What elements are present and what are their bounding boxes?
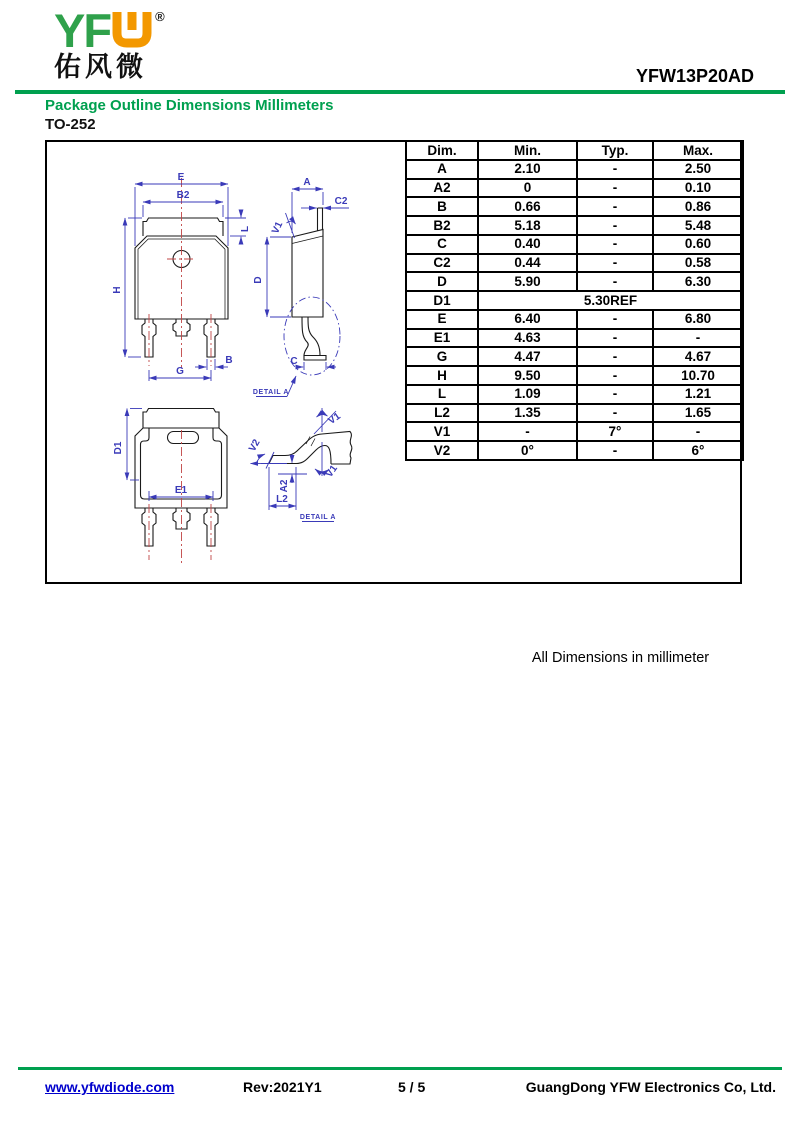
table-row: L2 1.35 - 1.65 (406, 404, 743, 423)
table-row: D 5.90 - 6.30 (406, 272, 743, 291)
dim-label-L2: L2 (276, 494, 288, 505)
table-row: C2 0.44 - 0.58 (406, 254, 743, 273)
dim-label-D1: D1 (113, 441, 124, 455)
col-header-typ: Typ. (577, 141, 653, 160)
bottom-view (113, 409, 227, 565)
detail-a-leader-label: DETAIL A (252, 389, 290, 396)
dim-label-E: E (177, 172, 185, 183)
side-view (253, 177, 349, 397)
registered-trademark-icon: ® (155, 9, 165, 24)
dim-label-C: C (290, 356, 298, 367)
dim-label-A: A (303, 177, 311, 188)
table-row: E1 4.63 - - (406, 329, 743, 348)
table-row-d1-ref: D1 5.30REF (406, 291, 743, 310)
dim-label-G: G (176, 366, 184, 377)
table-row: C 0.40 - 0.60 (406, 235, 743, 254)
dim-label-E1: E1 (174, 485, 188, 496)
dim-label-A2: A2 (279, 479, 290, 493)
page-number: 5 / 5 (398, 1079, 426, 1095)
dim-label-B: B (225, 355, 233, 366)
brand-chinese-name: 佑风微 (54, 52, 147, 83)
brand-logo (54, 4, 165, 83)
table-row: L 1.09 - 1.21 (406, 385, 743, 404)
table-header-row (406, 141, 743, 160)
table-row: E 6.40 - 6.80 (406, 310, 743, 329)
col-header-max: Max. (653, 141, 743, 160)
tab-slot (168, 432, 199, 444)
table-row: G 4.47 - 4.67 (406, 347, 743, 366)
dimensions-note: All Dimensions in millimeter (531, 650, 710, 666)
detail-a-caption: DETAIL A (299, 514, 337, 521)
dimensions-table (405, 140, 744, 461)
dim-label-V1: V1 (270, 220, 286, 236)
package-name: TO-252 (45, 116, 96, 133)
footer-divider-rule (18, 1067, 782, 1070)
detail-a-view (247, 408, 352, 522)
dim-label-V1-bend: V1 (323, 463, 340, 480)
section-title: Package Outline Dimensions Millimeters (45, 97, 334, 114)
table-row: B2 5.18 - 5.48 (406, 216, 743, 235)
dim-label-V2: V2 (247, 437, 263, 454)
logo-w-glyph (112, 11, 152, 48)
table-row: V1 - 7° - (406, 422, 743, 441)
col-header-dim: Dim. (406, 141, 478, 160)
company-name: GuangDong YFW Electronics Co, Ltd. (525, 1079, 776, 1095)
dim-label-B2: B2 (176, 190, 190, 201)
col-header-min: Min. (478, 141, 577, 160)
header-divider-rule (15, 90, 785, 94)
website-link[interactable]: www.yfwdiode.com (45, 1079, 175, 1095)
dim-label-H: H (112, 286, 123, 294)
dim-label-V1-detail: V1 (326, 410, 343, 427)
table-row: V2 0° - 6° (406, 441, 743, 460)
front-view (112, 172, 251, 381)
package-drawing (45, 140, 407, 582)
dim-label-D: D (253, 276, 264, 284)
logo-yf-text: YF (54, 4, 111, 57)
table-row: B 0.66 - 0.86 (406, 197, 743, 216)
revision-label: Rev:2021Y1 (243, 1079, 322, 1095)
table-row: A2 0 - 0.10 (406, 179, 743, 198)
table-row: A 2.10 - 2.50 (406, 160, 743, 179)
part-number: YFW13P20AD (635, 66, 754, 86)
dim-label-C2: C2 (334, 196, 348, 207)
table-row: H 9.50 - 10.70 (406, 366, 743, 385)
dim-label-L: L (240, 225, 251, 233)
